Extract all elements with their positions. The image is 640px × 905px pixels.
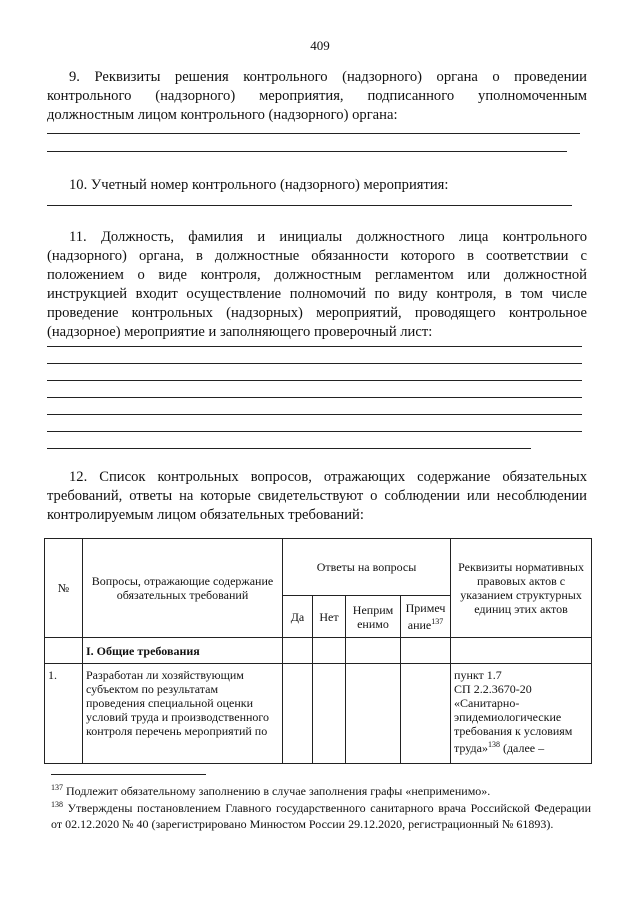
footnote-text: Утверждены постановлением Главного государственного санитарного врача Российской Федерации от 02.12.2020 № 40 (зарегистрировано Минюстом России 29.12.2020, регистрационный № 61893).	[51, 801, 591, 831]
fill-line	[47, 380, 582, 381]
footnote-separator	[51, 774, 206, 775]
header-number: №	[45, 539, 83, 638]
header-answers: Ответы на вопросы	[283, 539, 451, 596]
footnote-138	[51, 797, 591, 832]
fill-line	[47, 205, 572, 206]
requisite-clause: пункт 1.7	[454, 668, 502, 682]
row-requisites	[451, 664, 592, 764]
section-title: I. Общие требования	[83, 638, 283, 664]
header-not-applicable: Неприм енимо	[346, 596, 401, 638]
header-requisites: Реквизиты нормативных правовых актов с указанием структурных единиц этих актов	[451, 539, 592, 638]
header-yes: Да	[283, 596, 313, 638]
answer-cell[interactable]	[283, 638, 313, 664]
page-number: 409	[310, 38, 330, 53]
row-question: Разработан ли хозяйствующим субъектом по результатам проведения специальной оценки условий труда и производственного контроля перечень мероприятий по	[83, 664, 283, 764]
answer-note-cell[interactable]	[401, 664, 451, 764]
header-question: Вопросы, отражающие содержание обязательных требований	[83, 539, 283, 638]
requisite-code: СП 2.2.3670-20	[454, 682, 532, 696]
footnote-text: Подлежит обязательному заполнению в случае заполнения графы «неприменимо».	[63, 784, 491, 798]
header-note-label: Примеч ание	[405, 601, 446, 632]
answer-na-cell[interactable]	[346, 664, 401, 764]
footnote-mark: 138	[51, 800, 63, 809]
fill-line	[47, 448, 531, 449]
section-number-cell	[45, 638, 83, 664]
header-no: Нет	[313, 596, 346, 638]
fill-line	[47, 363, 582, 364]
item-12-text: 12. Список контрольных вопросов, отражающих содержание обязательных требований, ответы на которые свидетельствуют о соблюдении или несоблюдении контролируемым лицом обязательных требований:	[47, 469, 587, 523]
checklist-table	[44, 538, 592, 764]
item-11-text: 11. Должность, фамилия и инициалы должностного лица контрольного (надзорного) органа, в должностные обязанности которого в соответствии с положением о виде контроля, должностным регламентом или должностной инструкцией входит осуществление полномочий по виду контроля, в том числе проведение контрольных (надзорных) мероприятий, проводящего контрольное (надзорное) мероприятие и заполняющего проверочный лист:	[47, 229, 587, 340]
fill-line	[47, 151, 567, 152]
fill-line	[47, 133, 580, 134]
row-number: 1.	[45, 664, 83, 764]
fill-line	[47, 346, 582, 347]
answer-yes-cell[interactable]	[283, 664, 313, 764]
answer-no-cell[interactable]	[313, 664, 346, 764]
item-9-text: 9. Реквизиты решения контрольного (надзорного) органа о проведении контрольного (надзорного) мероприятия, подписанного уполномоченным должностным лицом контрольного (надзорного) органа:	[47, 69, 587, 123]
answer-cell[interactable]	[346, 638, 401, 664]
fill-line	[47, 431, 582, 432]
requisites-cell	[451, 638, 592, 664]
footnote-mark: 137	[51, 783, 63, 792]
answer-cell[interactable]	[401, 638, 451, 664]
requisite-title: «Санитарно-эпидемиологические требования к условиям труда»	[454, 696, 573, 755]
header-note	[401, 596, 451, 638]
footnote-ref: 137	[431, 617, 444, 626]
requisite-continued: (далее –	[499, 741, 545, 755]
footnote-ref: 138	[487, 740, 500, 749]
answer-cell[interactable]	[313, 638, 346, 664]
item-10-text: 10. Учетный номер контрольного (надзорного) мероприятия:	[69, 177, 449, 193]
fill-line	[47, 397, 582, 398]
fill-line	[47, 414, 582, 415]
